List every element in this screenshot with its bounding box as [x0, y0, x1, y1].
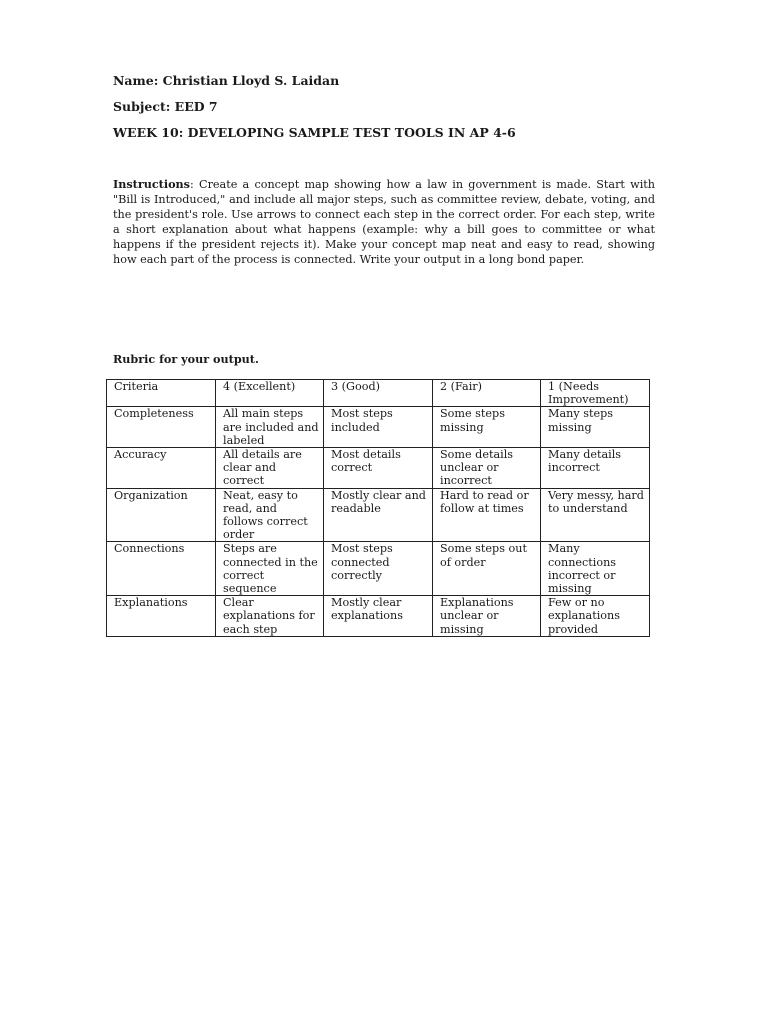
rubric-criteria-cell: Explanations: [107, 596, 216, 637]
rubric-cell: Mostly clear and readable: [324, 488, 433, 542]
rubric-cell: All main steps are included and labeled: [216, 407, 324, 448]
week-title: WEEK 10: DEVELOPING SAMPLE TEST TOOLS IN AP 4-6: [113, 125, 516, 140]
rubric-cell: Some details unclear or incorrect: [433, 448, 541, 489]
subject-line: Subject: EED 7: [113, 99, 218, 114]
rubric-criteria-cell: Accuracy: [107, 448, 216, 489]
rubric-cell: Steps are connected in the correct sequence: [216, 542, 324, 596]
rubric-header-cell: 2 (Fair): [433, 380, 541, 407]
rubric-row: [107, 596, 650, 637]
rubric-title: Rubric for your output.: [113, 352, 259, 366]
rubric-cell: Explanations unclear or missing: [433, 596, 541, 637]
rubric-cell: Clear explanations for each step: [216, 596, 324, 637]
rubric-row: [107, 407, 650, 448]
student-name: Name: Christian Lloyd S. Laidan: [113, 73, 340, 88]
rubric-cell: Most steps included: [324, 407, 433, 448]
rubric-cell: Mostly clear explanations: [324, 596, 433, 637]
instructions-paragraph: [113, 177, 655, 267]
rubric-cell: Few or no explanations provided: [541, 596, 650, 637]
rubric-header-cell: 4 (Excellent): [216, 380, 324, 407]
rubric-criteria-cell: Connections: [107, 542, 216, 596]
rubric-cell: Very messy, hard to understand: [541, 488, 650, 542]
rubric-cell: Many connections incorrect or missing: [541, 542, 650, 596]
rubric-cell: Hard to read or follow at times: [433, 488, 541, 542]
rubric-cell: Most steps connected correctly: [324, 542, 433, 596]
rubric-header-cell: 3 (Good): [324, 380, 433, 407]
rubric-header-cell: 1 (Needs Improvement): [541, 380, 650, 407]
rubric-header-cell: Criteria: [107, 380, 216, 407]
rubric-row: [107, 542, 650, 596]
rubric-cell: Most details correct: [324, 448, 433, 489]
rubric-cell: Many steps missing: [541, 407, 650, 448]
instructions-text: : Create a concept map showing how a law in government is made. Start with "Bill is Introduced," and include all major steps, such as committee review, debate, voting, and the president's role. Use arrows to connect each step in the correct order. For each step, write a short explanation about what happens (example: why a bill goes to committee or what happens if the president rejects it). Make your concept map neat and easy to read, showing how each part of the process is connected. Write your output in a long bond paper.: [113, 178, 655, 266]
rubric-cell: Many details incorrect: [541, 448, 650, 489]
rubric-criteria-cell: Organization: [107, 488, 216, 542]
rubric-row: [107, 448, 650, 489]
rubric-criteria-cell: Completeness: [107, 407, 216, 448]
rubric-cell: All details are clear and correct: [216, 448, 324, 489]
rubric-header-row: [107, 380, 650, 407]
rubric-cell: Some steps out of order: [433, 542, 541, 596]
rubric-row: [107, 488, 650, 542]
instructions-label: Instructions: [113, 177, 190, 191]
rubric-cell: Some steps missing: [433, 407, 541, 448]
rubric-cell: Neat, easy to read, and follows correct order: [216, 488, 324, 542]
rubric-table: [106, 379, 650, 637]
